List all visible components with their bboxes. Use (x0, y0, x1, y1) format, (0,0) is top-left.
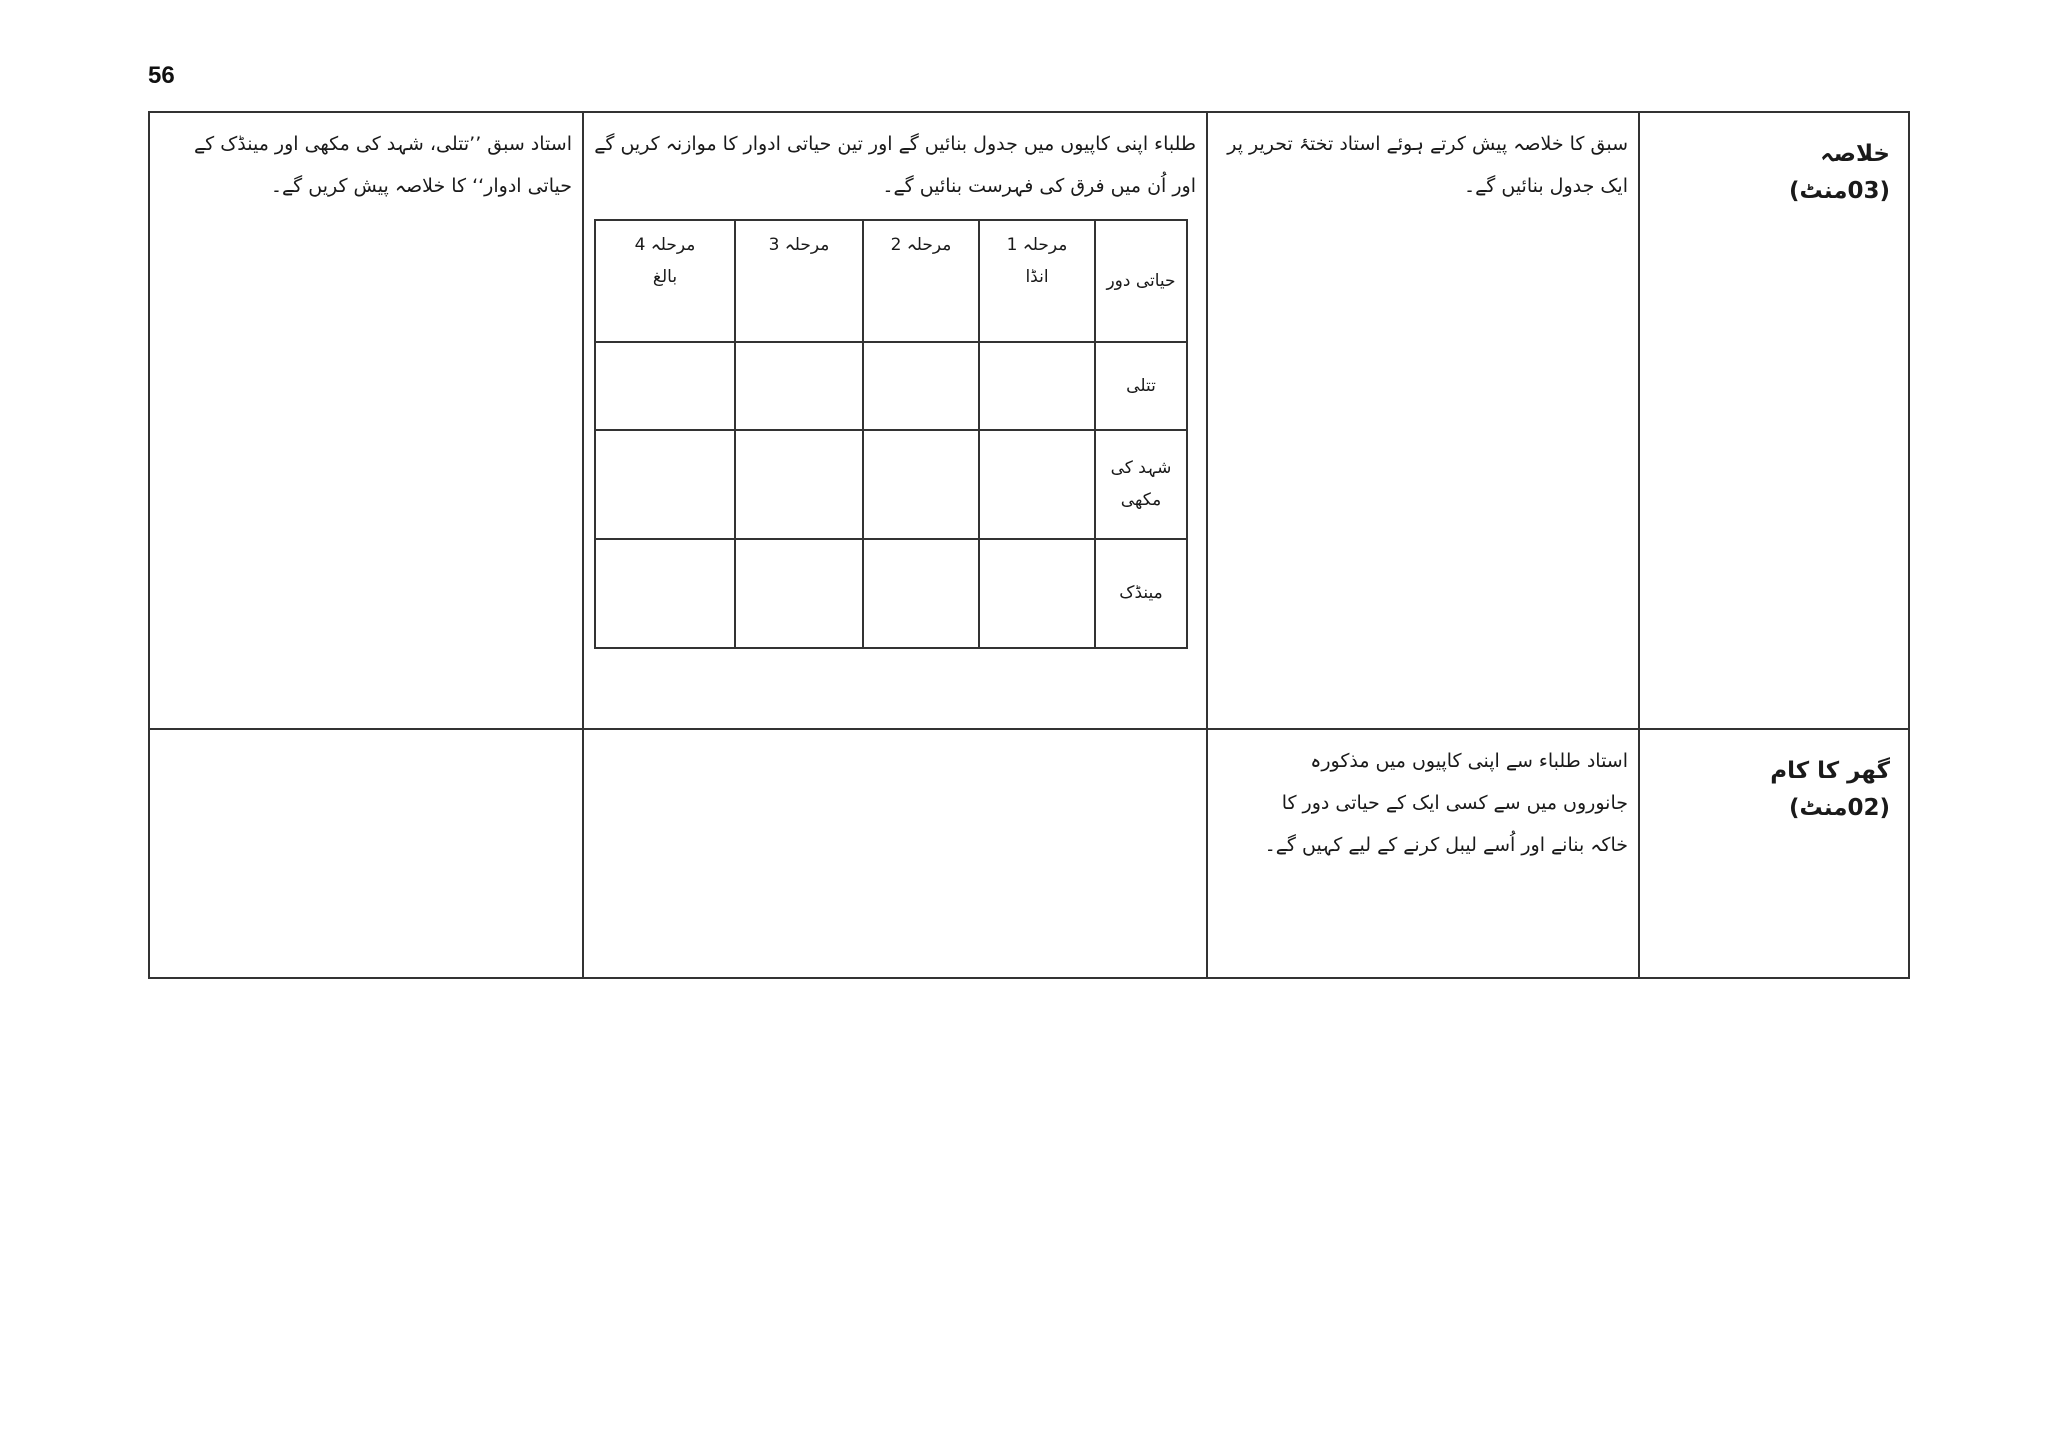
homework-phase-title: گھر کا کام (1770, 758, 1890, 784)
summary-teacher-text: سبق کا خلاصہ پیش کرتے ہوئے استاد تختۂ تحریر پر ایک جدول بنائیں گے۔ (1227, 133, 1628, 197)
empty-cell (863, 342, 979, 429)
header-stage-1-sublabel: انڈا (1025, 267, 1049, 287)
homework-row (149, 729, 1909, 978)
row-label-honeybee: شہد کی مکھی (1095, 430, 1187, 539)
life-cycle-row-frog (595, 539, 1187, 648)
page-number: 56 (148, 62, 175, 89)
empty-cell (595, 342, 735, 429)
empty-cell (595, 430, 735, 539)
empty-cell (735, 430, 863, 539)
empty-cell (863, 430, 979, 539)
homework-teacher-cell (1207, 729, 1639, 978)
summary-phase-title: خلاصہ (1820, 141, 1890, 167)
row-label-butterfly: تتلی (1095, 342, 1187, 429)
empty-cell (979, 342, 1095, 429)
header-stage-4-label: مرحلہ 4 (634, 235, 696, 255)
empty-cell (979, 430, 1095, 539)
life-cycle-row-honeybee (595, 430, 1187, 539)
homework-phase-time: (02منٹ) (1788, 795, 1890, 821)
empty-cell (595, 539, 735, 648)
summary-assessment-cell (149, 112, 583, 729)
summary-student-text: طلباء اپنی کاپیوں میں جدول بنائیں گے اور تین حیاتی ادوار کا موازنہ کریں گے اور اُن میں فرق کی فہرست بنائیں گے۔ (594, 133, 1196, 197)
summary-assessment-text: استاد سبق ’’تتلی، شہد کی مکھی اور مینڈک کے حیاتی ادوار‘‘ کا خلاصہ پیش کریں گے۔ (194, 133, 572, 197)
header-stage-1-label: مرحلہ 1 (1006, 235, 1068, 255)
header-stage-3-label: مرحلہ 3 (768, 235, 830, 255)
life-cycle-header-row (595, 220, 1187, 342)
header-stage-2-label: مرحلہ 2 (890, 235, 952, 255)
header-stage-1 (979, 220, 1095, 342)
header-stage-4 (595, 220, 735, 342)
life-cycle-table (594, 219, 1188, 649)
lesson-plan-table (148, 111, 1910, 979)
header-stage-4-sublabel: بالغ (652, 267, 678, 287)
header-stage-3 (735, 220, 863, 342)
summary-row (149, 112, 1909, 729)
empty-cell (979, 539, 1095, 648)
empty-cell (735, 342, 863, 429)
header-life-cycle-label: حیاتی دور (1106, 271, 1176, 292)
homework-student-cell (583, 729, 1207, 978)
life-cycle-row-butterfly (595, 342, 1187, 429)
summary-phase-time: (03منٹ) (1788, 178, 1890, 204)
empty-cell (735, 539, 863, 648)
row-label-frog: مینڈک (1095, 539, 1187, 648)
homework-assessment-cell (149, 729, 583, 978)
summary-student-cell (583, 112, 1207, 729)
empty-cell (863, 539, 979, 648)
summary-phase-cell (1639, 112, 1909, 729)
homework-teacher-text: استاد طلباء سے اپنی کاپیوں میں مذکورہ جانوروں میں سے کسی ایک کے حیاتی دور کا خاکہ بنانے اور اُسے لیبل کرنے کے لیے کہیں گے۔ (1264, 750, 1628, 856)
summary-teacher-cell (1207, 112, 1639, 729)
homework-phase-cell (1639, 729, 1909, 978)
header-stage-2 (863, 220, 979, 342)
header-life-cycle (1095, 220, 1187, 342)
